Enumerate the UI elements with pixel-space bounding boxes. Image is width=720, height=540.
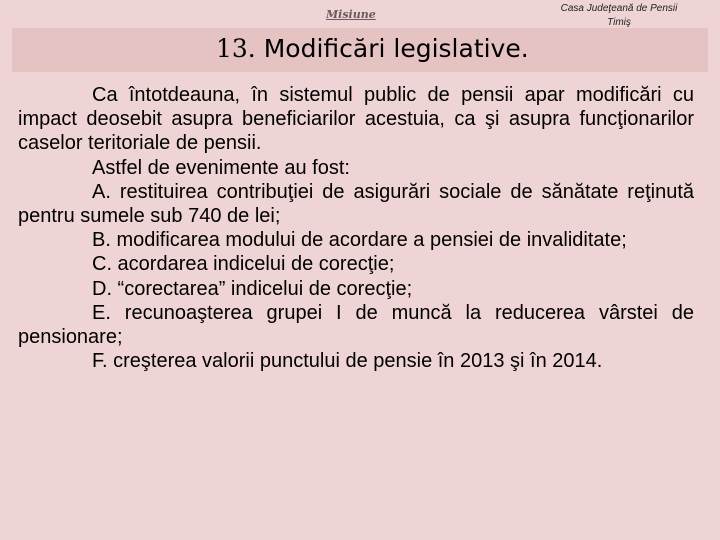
list-item: E. recunoaşterea grupei I de muncă la reducerea vârstei de pensionare;: [18, 301, 694, 349]
list-item: D. “corectarea” indicelui de corecţie;: [92, 277, 413, 300]
institution-name: Casa Judeţeană de Pensii: [560, 3, 678, 14]
institution-county: Timiş: [607, 17, 631, 28]
lead-paragraph: Astfel de evenimente au fost:: [92, 156, 350, 179]
slide-title: [216, 34, 529, 63]
slide-body: [18, 83, 694, 373]
title-text: Modificări legislative.: [263, 34, 529, 63]
list-item: F. creşterea valorii punctului de pensie în 2013 şi în 2014.: [92, 350, 603, 373]
intro-paragraph: Ca întotdeauna, în sistemul public de pensii apar modificări cu impact deosebit asupra beneficiarilor acestuia, ca şi asupra funcţionarilor caselor teritoriale de pensii.: [18, 84, 694, 155]
title-number: 13.: [216, 34, 256, 63]
institution-label: [556, 2, 682, 30]
list-item: A. restituirea contribuţiei de asigurări sociale de sănătate reţinută pentru sumele sub 740 de lei;: [18, 180, 694, 228]
section-label: Misiune: [326, 8, 376, 21]
list-item: B. modificarea modului de acordare a pensiei de invaliditate;: [92, 229, 627, 252]
list-item: C. acordarea indicelui de corecţie;: [92, 253, 395, 276]
